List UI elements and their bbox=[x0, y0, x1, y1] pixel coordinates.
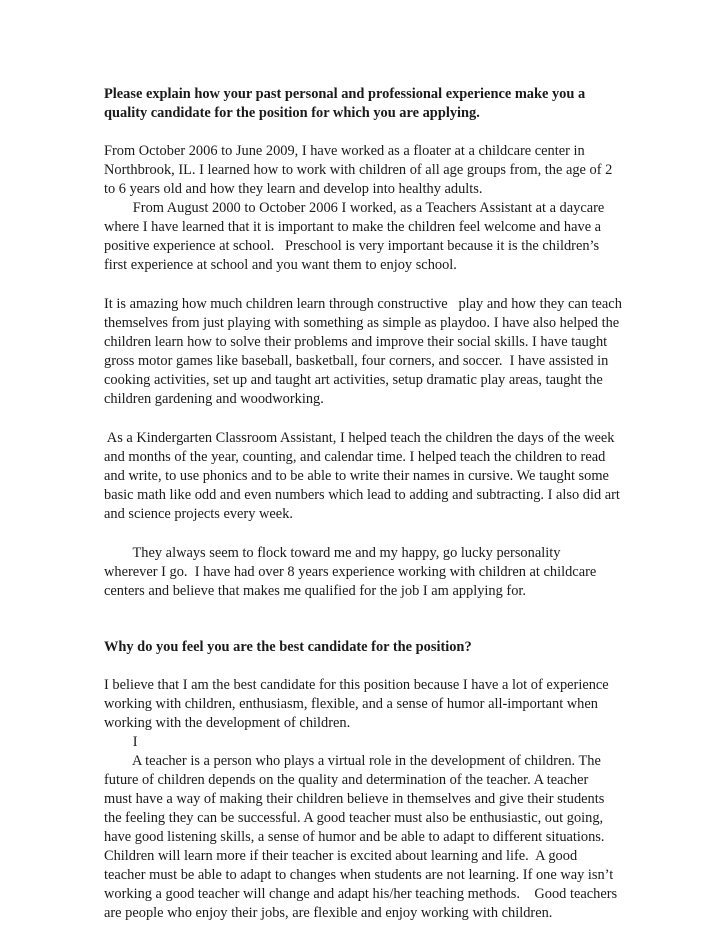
question2-heading-line: Why do you feel you are the best candidate for the position? bbox=[104, 639, 472, 655]
question2-paragraph1-line: I believe that I am the best candidate for this position because I have a lot of experience bbox=[104, 677, 609, 693]
question1-paragraph2-line: children gardening and woodworking. bbox=[104, 391, 324, 407]
question1-paragraph1-line: first experience at school and you want them to enjoy school. bbox=[104, 257, 457, 273]
question1-paragraph2-line: It is amazing how much children learn through constructive play and how they can teach bbox=[104, 296, 622, 312]
question1-paragraph1-line: to 6 years old and how they learn and develop into healthy adults. bbox=[104, 181, 483, 197]
question1-paragraph3-line: basic math like odd and even numbers which lead to adding and subtracting. I also did art bbox=[104, 487, 620, 503]
question2-paragraph2-line: future of children depends on the quality and determination of the teacher. A teacher bbox=[104, 772, 589, 788]
question1-paragraph1-line: Northbrook, IL. I learned how to work with children of all age groups from, the age of 2 bbox=[104, 162, 613, 178]
question1-paragraph2-line: themselves from just playing with something as simple as playdoo. I have also helped the bbox=[104, 315, 620, 331]
question1-paragraph1-line: where I have learned that it is important to make the children feel welcome and have a bbox=[104, 219, 602, 235]
question2-paragraph1-line: working with children, enthusiasm, flexible, and a sense of humor all-important when bbox=[104, 696, 598, 712]
question1-heading-line: Please explain how your past personal and professional experience make you a bbox=[104, 86, 586, 102]
question1-heading-line: quality candidate for the position for which you are applying. bbox=[104, 105, 480, 121]
question1-paragraph3-line: and science projects every week. bbox=[104, 506, 293, 522]
question2-paragraph2-line: must have a way of making their children believe in themselves and give their students bbox=[104, 791, 605, 807]
question2-paragraph2-line: A teacher is a person who plays a virtual role in the development of children. The bbox=[104, 753, 601, 769]
question1-paragraph3-line: As a Kindergarten Classroom Assistant, I helped teach the children the days of the week bbox=[104, 430, 615, 446]
question1-paragraph3-line: and months of the year, counting, and calendar time. I helped teach the children to read bbox=[104, 449, 606, 465]
question1-paragraph2-line: children learn how to solve their problems and improve their social skills. I have taught bbox=[104, 334, 608, 350]
question2-paragraph1-line: working with the development of children. bbox=[104, 715, 351, 731]
question2-paragraph2-line: the feeling they can be successful. A good teacher must also be enthusiastic, out going, bbox=[104, 810, 604, 826]
question2-paragraph1-line: I bbox=[104, 734, 138, 750]
question1-paragraph4-line: centers and believe that makes me qualified for the job I am applying for. bbox=[104, 583, 526, 599]
question1-paragraph3-line: and write, to use phonics and to be able to write their names in cursive. We taught some bbox=[104, 468, 609, 484]
question2-paragraph2-line: Children will learn more if their teacher is excited about learning and life. A good bbox=[104, 848, 578, 864]
question1-paragraph2-line: cooking activities, set up and taught art activities, setup dramatic play areas, taught the bbox=[104, 372, 603, 388]
question1-paragraph1-line: From October 2006 to June 2009, I have worked as a floater at a childcare center in bbox=[104, 143, 585, 159]
question1-paragraph1-line: positive experience at school. Preschool is very important because it is the children’s bbox=[104, 238, 600, 254]
question2-paragraph2-line: teacher must be able to adapt to changes when students are not learning. If one way isn’t bbox=[104, 867, 614, 883]
question1-paragraph4-line: They always seem to flock toward me and my happy, go lucky personality bbox=[104, 545, 561, 561]
question1-paragraph4-line: wherever I go. I have had over 8 years experience working with children at childcare bbox=[104, 564, 597, 580]
question2-paragraph2-line: working a good teacher will change and adapt his/her teaching methods. Good teachers bbox=[104, 886, 618, 902]
question2-paragraph2-line: have good listening skills, a sense of humor and be able to adapt to different situations. bbox=[104, 829, 605, 845]
question1-paragraph1-line: From August 2000 to October 2006 I worked, as a Teachers Assistant at a daycare bbox=[104, 200, 605, 216]
question2-paragraph2-line: are people who enjoy their jobs, are flexible and enjoy working with children. bbox=[104, 905, 553, 921]
question1-paragraph2-line: gross motor games like baseball, basketball, four corners, and soccer. I have assisted in bbox=[104, 353, 609, 369]
